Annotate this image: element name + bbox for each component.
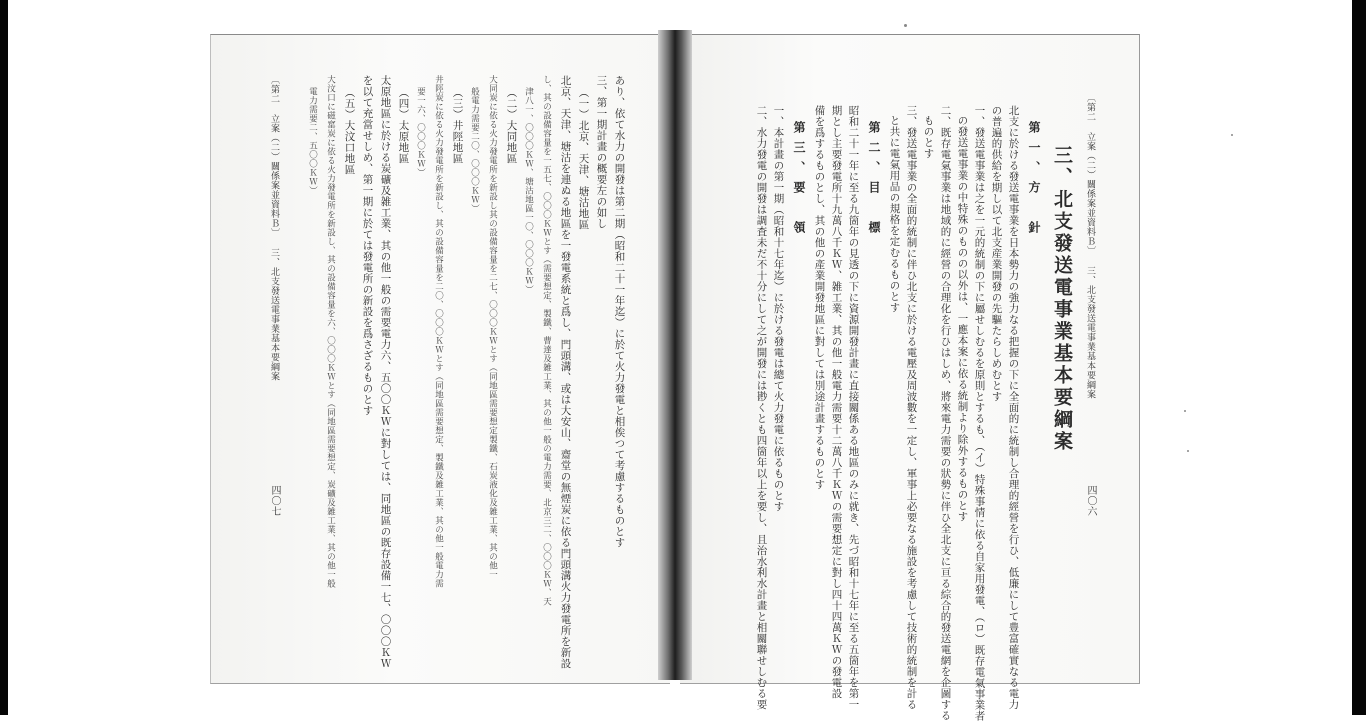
s1-line-1: 北支に於ける發送電事業を日本勢力の強力なる把握の下に全面的に統制し合理的經營を行ひ、低廉にして豊富確實なる電力 [1007, 105, 1020, 710]
left-line-6: 津八一、〇〇〇ＫＷ、塘沽地區一〇、〇〇〇ＫＷ） [523, 87, 534, 294]
left-line-9: 般電力需要二〇、〇〇〇ＫＷ） [469, 87, 480, 213]
s2-line-3: 備を爲するものとし、其の他の產業開發地區に對しては別途計畫するものとす [813, 105, 826, 490]
left-line-13: （四）太原地區 [397, 87, 410, 164]
left-line-7: （二）大同地區 [505, 87, 518, 164]
left-line-18: 電力需要二、五〇〇ＫＷ） [307, 87, 318, 195]
left-line-11: 井陘炭に依る火力發電所を新設し、其の設備容量を二〇、〇〇〇ＫＷとす（同地區需要想定、製鐵及雑工業、其の他一般電力需 [433, 75, 444, 588]
s1-line-5: 二、既存電氣事業は地域的に經營の合理化を行ひはしめ、將來電力需要の狀勢に伴ひ全北支に亘る綜合的發送電網を企圖する [939, 105, 952, 721]
s2-line-1: 昭和二十一年に至る九箇年の見透の下に資源開發計畫に直接關係ある地區のみに就き、先づ昭和十七年に至る五箇年を第一 [847, 105, 860, 710]
s1-line-8: と共に電氣用品の規格を定むるものとす [888, 115, 901, 313]
s2-line-2: 期とし主要發電所十九萬八千ＫＷ、雑工業、其の他一般電力需要十二萬八千ＫＷの需要想定に對し四十四萬ＫＷの發電設 [830, 105, 843, 699]
left-line-1: あり、依て水力の開發は第二期（昭和二十一年迄）に於て火力發電と相俟つて考慮するものとす [613, 75, 626, 548]
scan-speck [904, 24, 907, 27]
right-page-header: 〔第二 立案（二）關係案並資料Ｂ〕 三、北支發送電事業基本要綱案 [1085, 93, 1095, 399]
s3-line-1: 一、本計畫の第一期（昭和十七年迄）に於ける發電は總て火力發電に依るものとす [772, 105, 785, 512]
scan-border-left [0, 0, 8, 715]
s1-line-6: ものとす [922, 115, 935, 159]
document-title: 三、北支發送電事業基本要綱案 [1051, 145, 1073, 453]
scan-speck [1187, 450, 1189, 452]
left-line-3: （一）北京、天津、塘沽地區 [577, 87, 590, 230]
open-book-spread [210, 34, 1140, 722]
left-line-10: （三）井陘地區 [451, 87, 464, 164]
left-line-17: 大汶口に磁窰炭に依る火力發電所を新設し、其の設備容量を六、〇〇〇ＫＷとす（同地區需要想定、炭礦及雑工業、其の他一般 [325, 75, 336, 588]
left-line-12: 要一六、〇〇〇ＫＷ） [415, 87, 426, 177]
section3-heading: 第三、要 領 [792, 121, 806, 241]
section1-heading: 第一、方 針 [1027, 121, 1041, 241]
left-line-4: 北京、天津、塘沽を連ぬる地區を一發電系統と爲し、門頭溝、或は大安山、齋堂の無煙炭に依る門頭溝火力發電所を新設 [559, 75, 572, 669]
s1-line-2: の普遍的供給を期し以て北支産業開發の先驅たらしめむとす [990, 105, 1003, 402]
s1-line-4: の發送電事業の中特殊のものの以外は、一應本案に依る統制より除外するものとす [956, 115, 969, 522]
left-line-16: （五）大汶口地區 [343, 87, 356, 175]
left-page-footer: 〔第二 立案（二）關係案並資料Ｂ〕 三、北支發送電事業基本要綱案 [269, 75, 279, 381]
book-gutter [658, 30, 692, 680]
left-line-2: 三、第一期計畫の概要左の如し [595, 75, 608, 229]
right-page [680, 34, 1140, 722]
s3-line-2: 二、水力發電の開發は調査未だ不十分にして之が開發には尠くとも四箇年以上を要し、且治水利水計畫と相關聯せしむる要 [755, 105, 768, 710]
section2-heading: 第二、目 標 [867, 121, 881, 241]
left-line-5: し、其の設備容量を一五七、〇〇〇ＫＷとす（需要想定、製鐵、曹達及雑工業、其の他一般の電力需要、北京三二、〇〇〇ＫＷ、天 [541, 75, 552, 606]
left-line-15: を以て充當せしめ、第一期に於ては發電所の新設を爲さざるものとす [361, 75, 374, 416]
scan-speck [1231, 134, 1233, 136]
left-line-14: 太原地區に於ける炭礦及雑工業、其の他一般の需要電力六、五〇〇ＫＷに對しては、同地區の既存設備一七、〇〇〇ＫＷ [379, 75, 392, 669]
s1-line-3: 一、發送電事業は之を一元的統制の下に屬せしむるを原則とするも、（イ）特殊事情に依る自家用發電、（ロ）既存電氣事業者 [973, 105, 986, 722]
scan-border-right [1352, 0, 1366, 715]
left-line-8: 大同炭に依る火力發電所を新設し其の設備容量を二七、〇〇〇ＫＷとす（同地區需要想定製鐵、石炭液化及雑工業、其の他一 [487, 75, 498, 579]
left-page-number: 四〇七 [269, 485, 280, 517]
left-page [210, 34, 670, 684]
right-page-number: 四〇六 [1085, 485, 1096, 517]
s1-line-7: 三、發送電事業の全面的統制に伴ひ北支に於ける電壓及周波數を一定し、軍事上必要なる施設を考慮して技術的統制を計る [905, 105, 918, 710]
scan-speck [1184, 410, 1186, 412]
